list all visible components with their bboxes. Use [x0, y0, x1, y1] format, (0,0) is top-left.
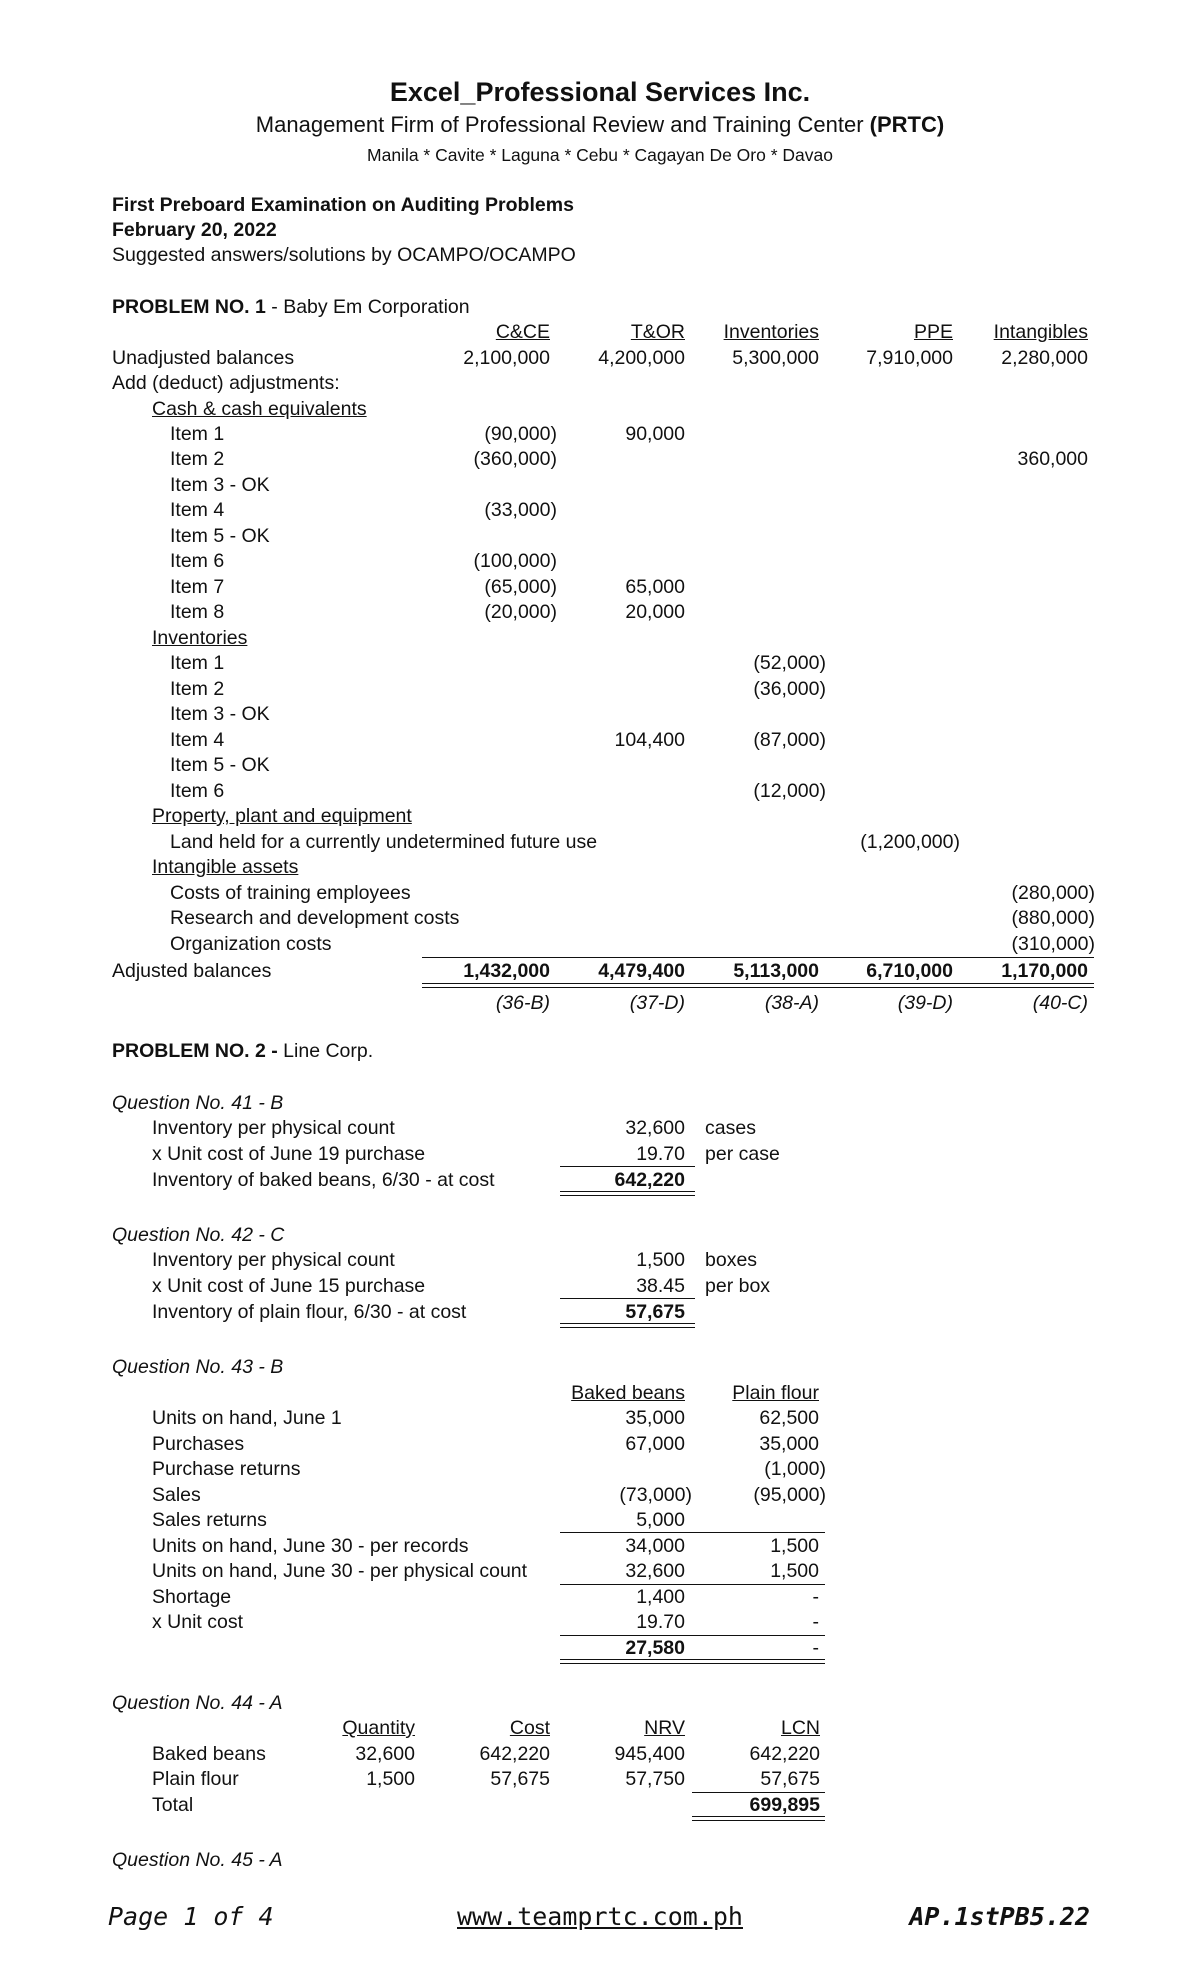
col-header-cce: C&CE [495, 321, 550, 343]
q43-row-label: Purchase returns [152, 1458, 301, 1480]
q43-row-label: Units on hand, June 30 - per physical count [152, 1560, 528, 1582]
adjusted-tor: 4,479,400 [598, 960, 685, 982]
footer-page-number: Page 1 of 4 [108, 1902, 274, 1931]
q43-row-flour: 1,500 [770, 1535, 819, 1557]
q43-col-plain-flour: Plain flour [732, 1382, 819, 1404]
q43-row-label: Units on hand, June 1 [152, 1407, 342, 1429]
q43-row-flour: 1,500 [770, 1560, 819, 1582]
q43-row-label: Units on hand, June 30 - per records [152, 1535, 469, 1557]
q43-row-label: Purchases [152, 1433, 245, 1455]
q43-total-flour: - [812, 1637, 819, 1659]
col-header-tor: T&OR [630, 321, 685, 343]
inv-item-label: Item 5 - OK [170, 754, 270, 776]
inv-item-label: Item 2 [170, 678, 225, 700]
intangible-item-label: Organization costs [170, 933, 332, 955]
exam-date: February 20, 2022 [112, 219, 277, 241]
cash-item-cce: (65,000) [484, 576, 557, 598]
intangible-item-label: Costs of training employees [170, 882, 411, 904]
q43-row-beans: 5,000 [636, 1509, 685, 1531]
q42-total: 57,675 [625, 1301, 685, 1323]
q44-row-quantity: 32,600 [355, 1743, 415, 1765]
problem-2-heading [112, 1039, 373, 1063]
ppe-item-value: (1,200,000) [860, 831, 960, 853]
q44-total-label: Total [152, 1794, 194, 1816]
q43-row-beans: 35,000 [625, 1407, 685, 1429]
q43-row-label: Sales [152, 1484, 201, 1506]
cash-item-label: Item 7 [170, 576, 225, 598]
answer-label: (37-D) [629, 992, 685, 1014]
section-inventories: Inventories [152, 627, 248, 649]
company-name: Excel_Professional Services Inc. [389, 77, 811, 107]
question-42-title: Question No. 42 - C [112, 1224, 285, 1246]
q44-row-nrv: 945,400 [614, 1743, 685, 1765]
cash-item-tor: 20,000 [625, 601, 685, 623]
q43-row-beans: 34,000 [625, 1535, 685, 1557]
exam-credits: Suggested answers/solutions by OCAMPO/OCAMPO [112, 244, 576, 266]
q43-row-label: Shortage [152, 1586, 232, 1608]
q43-row-beans: 1,400 [636, 1586, 685, 1608]
question-45-title: Question No. 45 - A [112, 1849, 283, 1871]
q44-col-nrv: NRV [644, 1717, 685, 1739]
q44-double-rule [692, 1816, 825, 1821]
q41-total: 642,220 [614, 1169, 685, 1191]
firm-subtitle [0, 112, 1200, 138]
col-header-ppe: PPE [913, 321, 953, 343]
problem-1-heading [112, 295, 470, 319]
unadjusted-inventories: 5,300,000 [732, 347, 819, 369]
problem-1-number: PROBLEM NO. 1 [112, 296, 266, 318]
q41-row-unit: cases [705, 1117, 756, 1139]
cash-item-label: Item 5 - OK [170, 525, 270, 547]
col-header-intangibles: Intangibles [993, 321, 1088, 343]
unadjusted-cce: 2,100,000 [463, 347, 550, 369]
q43-row-flour: (95,000) [753, 1484, 826, 1506]
adjusted-ppe: 6,710,000 [866, 960, 953, 982]
q42-double-rule [560, 1323, 695, 1328]
section-ppe: Property, plant and equipment [152, 805, 412, 827]
footer-website-link[interactable]: www.teamprtc.com.ph [457, 1902, 743, 1931]
q41-row-label: Inventory per physical count [152, 1117, 395, 1139]
inv-item-label: Item 4 [170, 729, 225, 751]
cash-item-cce: (90,000) [484, 423, 557, 445]
branch-list: Manila * Cavite * Laguna * Cebu * Cagayan De Oro * Davao [367, 145, 833, 165]
adjusted-intangibles: 1,170,000 [1001, 960, 1088, 982]
inv-item-label: Item 6 [170, 780, 225, 802]
q44-total-value: 699,895 [749, 1794, 820, 1816]
q41-row-label: x Unit cost of June 19 purchase [152, 1143, 426, 1165]
answer-label: (39-D) [897, 992, 953, 1014]
cash-item-cce: (360,000) [473, 448, 557, 470]
problem-1-company: - Baby Em Corporation [265, 296, 470, 318]
cash-item-tor: 65,000 [625, 576, 685, 598]
unadjusted-ppe: 7,910,000 [866, 347, 953, 369]
cash-item-label: Item 2 [170, 448, 225, 470]
inv-item-tor: 104,400 [614, 729, 685, 751]
q44-row-label: Plain flour [152, 1768, 239, 1790]
cash-item-cce: (33,000) [484, 499, 557, 521]
q43-double-rule [560, 1659, 825, 1664]
footer-document-code: AP.1stPB5.22 [909, 1902, 1090, 1931]
total-double-rule [422, 983, 1094, 988]
q43-total-beans: 27,580 [625, 1637, 685, 1659]
q44-row-lcn: 57,675 [760, 1768, 820, 1790]
inv-item-label: Item 1 [170, 652, 225, 674]
unadjusted-label: Unadjusted balances [112, 347, 295, 369]
question-43-title: Question No. 43 - B [112, 1356, 284, 1378]
q43-row-label: x Unit cost [152, 1611, 244, 1633]
problem-2-number: PROBLEM NO. 2 - [112, 1040, 278, 1062]
firm-subtitle-text: Management Firm of Professional Review and Training Center [255, 112, 870, 137]
col-header-inventories: Inventories [723, 321, 819, 343]
q43-row-flour: - [812, 1611, 819, 1633]
inv-item-label: Item 3 - OK [170, 703, 270, 725]
cash-item-tor: 90,000 [625, 423, 685, 445]
q42-row-unit: per box [705, 1275, 771, 1297]
q41-row-label: Inventory of baked beans, 6/30 - at cost [152, 1169, 495, 1191]
cash-item-cce: (20,000) [484, 601, 557, 623]
firm-acronym: (PRTC) [869, 112, 945, 137]
answer-label: (40-C) [1032, 992, 1088, 1014]
adjusted-inventories: 5,113,000 [733, 960, 819, 982]
q43-row-flour: 62,500 [759, 1407, 819, 1429]
cash-item-label: Item 8 [170, 601, 225, 623]
q43-row-beans: (73,000) [619, 1484, 692, 1506]
inv-item-inventories: (36,000) [753, 678, 826, 700]
intangible-item-value: (280,000) [1011, 882, 1095, 904]
q44-row-nrv: 57,750 [625, 1768, 685, 1790]
unadjusted-tor: 4,200,000 [598, 347, 685, 369]
section-cash: Cash & cash equivalents [152, 398, 367, 420]
q43-row-beans: 67,000 [625, 1433, 685, 1455]
answer-label: (36-B) [495, 992, 550, 1014]
q42-row-value: 38.45 [636, 1275, 685, 1297]
inv-item-inventories: (12,000) [753, 780, 826, 802]
question-41-title: Question No. 41 - B [112, 1092, 284, 1114]
intangible-item-label: Research and development costs [170, 907, 460, 929]
q41-row-value: 32,600 [625, 1117, 685, 1139]
q43-row-beans: 32,600 [625, 1560, 685, 1582]
q41-rule [560, 1166, 695, 1167]
q41-row-value: 19.70 [636, 1143, 685, 1165]
intangible-item-value: (310,000) [1011, 933, 1095, 955]
q44-col-lcn: LCN [780, 1717, 820, 1739]
intangible-item-value: (880,000) [1011, 907, 1095, 929]
ppe-item-label: Land held for a currently undetermined future use [170, 831, 598, 853]
q43-row-label: Sales returns [152, 1509, 267, 1531]
q42-row-unit: boxes [705, 1249, 758, 1271]
answer-label: (38-A) [764, 992, 819, 1014]
q44-col-quantity: Quantity [342, 1717, 415, 1739]
cash-item-cce: (100,000) [473, 550, 557, 572]
cash-item-label: Item 6 [170, 550, 225, 572]
inv-item-inventories: (87,000) [753, 729, 826, 751]
adjustments-label: Add (deduct) adjustments: [112, 372, 340, 394]
q42-row-value: 1,500 [636, 1249, 685, 1271]
q42-rule [560, 1298, 695, 1299]
cash-item-intangibles: 360,000 [1017, 448, 1088, 470]
q44-row-quantity: 1,500 [366, 1768, 415, 1790]
adjusted-cce: 1,432,000 [463, 960, 550, 982]
q44-row-lcn: 642,220 [749, 1743, 820, 1765]
question-44-title: Question No. 44 - A [112, 1692, 283, 1714]
adjusted-label: Adjusted balances [112, 960, 272, 982]
q44-col-cost: Cost [509, 1717, 550, 1739]
q42-row-label: Inventory of plain flour, 6/30 - at cost [152, 1301, 467, 1323]
q42-row-label: Inventory per physical count [152, 1249, 395, 1271]
subtotal-rule [422, 957, 1094, 958]
section-intangibles: Intangible assets [152, 856, 299, 878]
problem-2-company: Line Corp. [277, 1040, 374, 1062]
q43-row-flour: (1,000) [764, 1458, 826, 1480]
q42-row-label: x Unit cost of June 15 purchase [152, 1275, 426, 1297]
q41-row-unit: per case [705, 1143, 780, 1165]
inv-item-inventories: (52,000) [753, 652, 826, 674]
cash-item-label: Item 1 [170, 423, 225, 445]
unadjusted-intangibles: 2,280,000 [1001, 347, 1088, 369]
q41-double-rule [560, 1191, 695, 1196]
cash-item-label: Item 3 - OK [170, 474, 270, 496]
q44-row-cost: 642,220 [479, 1743, 550, 1765]
q43-col-baked-beans: Baked beans [571, 1382, 685, 1404]
q43-rule [560, 1532, 825, 1533]
cash-item-label: Item 4 [170, 499, 225, 521]
exam-title: First Preboard Examination on Auditing Problems [112, 194, 574, 216]
q43-row-flour: 35,000 [759, 1433, 819, 1455]
q44-row-label: Baked beans [152, 1743, 266, 1765]
q43-row-beans: 19.70 [636, 1611, 685, 1633]
q44-row-cost: 57,675 [490, 1768, 550, 1790]
q43-row-flour: - [812, 1586, 819, 1608]
